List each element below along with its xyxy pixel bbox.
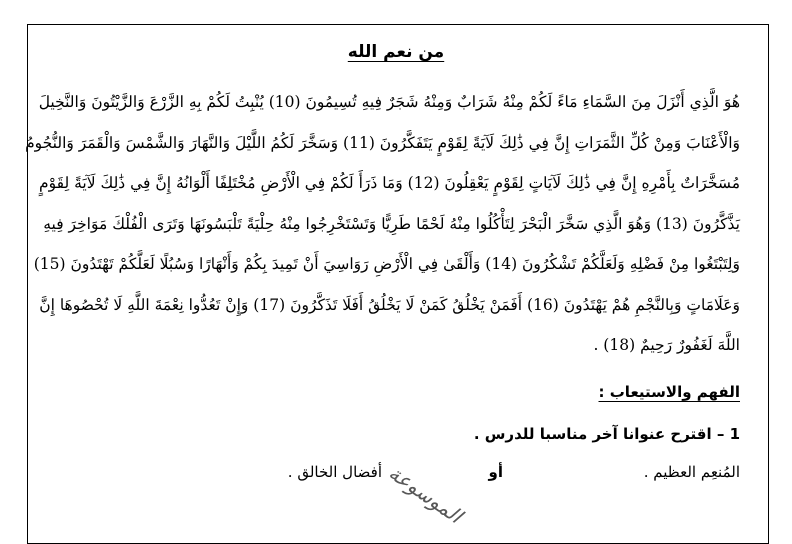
answer-option-b: أفضال الخالق . xyxy=(287,463,382,481)
answer-option-a: المُنعِم العظيم . xyxy=(643,463,740,481)
lesson-title xyxy=(0,42,792,62)
verse-line: اللَّهَ لَغَفُورٌ رَحِيمٌ (18) . xyxy=(593,336,740,354)
verse-line: يَذَّكَّرُونَ (13) وَهُوَ الَّذِي سَخَّرَ الْبَحْرَ لِتَأْكُلُوا مِنْهُ لَحْمًا طَرِيًّا وَتَسْتَخْرِجُوا مِنْهُ حِلْيَةً تَلْبَسُونَهَا وَتَرَى الْفُلْكَ مَوَاخِرَ فِيهِ xyxy=(43,214,740,233)
watermark-logo xyxy=(378,460,473,528)
verse-line: وَالْأَعْنَابَ وَمِنْ كُلِّ الثَّمَرَاتِ إِنَّ فِي ذَٰلِكَ لَآيَةً لِقَوْمٍ يَتَفَكَّرُونَ (11) وَسَخَّرَ لَكُمُ اللَّيْلَ وَالنَّهَارَ وَالشَّمْسَ وَالْقَمَرَ وَالنُّجُومُ xyxy=(25,133,740,152)
answer-or-label: أو xyxy=(488,463,503,481)
verse-line: وَعَلَامَاتٍ وَبِالنَّجْمِ هُمْ يَهْتَدُونَ (16) أَفَمَنْ يَخْلُقُ كَمَنْ لَا يَخْلُقُ أَفَلَا تَذَكَّرُونَ (17) وَإِنْ تَعُدُّوا نِعْمَةَ اللَّهِ لَا تُحْصُوهَا إِنَّ xyxy=(39,295,740,314)
comprehension-heading-text: الفهم والاستيعاب : xyxy=(598,383,740,401)
verse-line: وَلِتَبْتَغُوا مِنْ فَضْلِهِ وَلَعَلَّكُمْ تَشْكُرُونَ (14) وَأَلْقَىٰ فِي الْأَرْضِ رَوَاسِيَ أَنْ تَمِيدَ بِكُمْ وَأَنْهَارًا وَسُبُلًا لَعَلَّكُمْ تَهْتَدُونَ (15) xyxy=(33,255,740,273)
answer-row xyxy=(0,463,740,489)
watermark-text: الموسوعة xyxy=(384,460,467,528)
quran-passage xyxy=(25,82,740,366)
verse-line: هُوَ الَّذِي أَنْزَلَ مِنَ السَّمَاءِ مَاءً لَكُمْ مِنْهُ شَرَابٌ وَمِنْهُ شَجَرٌ فِيهِ تُسِيمُونَ (10) يُنْبِتُ لَكُمْ بِهِ الزَّرْعَ وَالزَّيْتُونَ وَالنَّخِيلَ xyxy=(38,93,740,111)
comprehension-heading xyxy=(0,383,740,401)
question-1: 1 – اقترح عنوانا آخر مناسبا للدرس . xyxy=(473,425,740,443)
lesson-title-text: من نعم الله xyxy=(347,42,445,62)
verse-line: مُسَخَّرَاتٌ بِأَمْرِهِ إِنَّ فِي ذَٰلِكَ لَآيَاتٍ لِقَوْمٍ يَعْقِلُونَ (12) وَمَا ذَرَأَ لَكُمْ فِي الْأَرْضِ مُخْتَلِفًا أَلْوَانُهُ إِنَّ فِي ذَٰلِكَ لَآيَةً لِقَوْمٍ xyxy=(39,174,740,192)
